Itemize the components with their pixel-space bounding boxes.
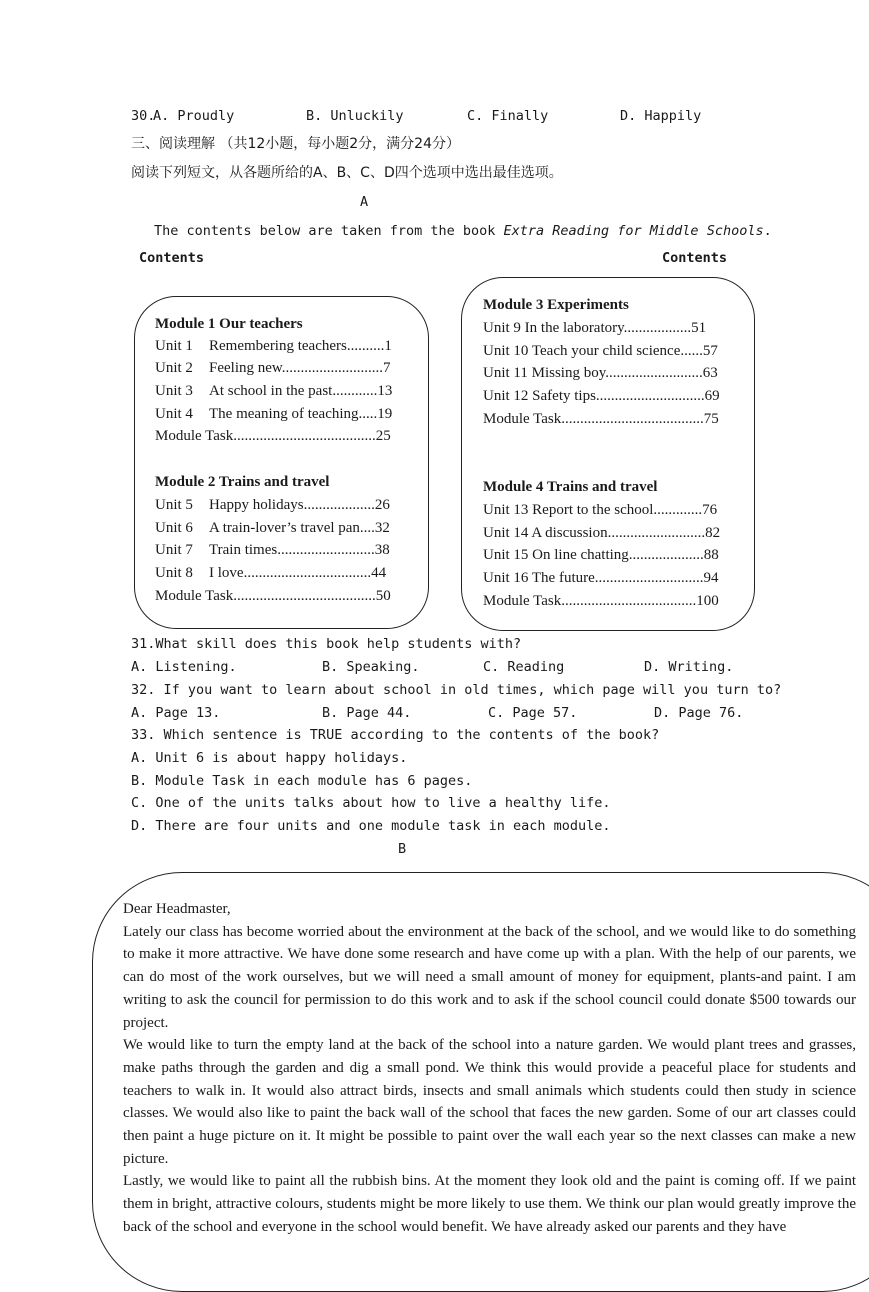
question-30-number: 30. [131,108,156,124]
unit-title: Happy holidays...................26 [209,497,390,513]
question-32-stem: 32. If you want to learn about school in old times, which page will you turn to? [131,682,782,698]
unit-title: A train-lover’s travel pan....32 [209,520,390,536]
question-33-option-a: A. Unit 6 is about happy holidays. [131,750,408,766]
unit-title: Remembering teachers..........1 [209,338,392,354]
letter-paragraph: Lastly, we would like to paint all the rubbish bins. At the moment they look old and the paint is coming off. If we paint them in bright, attractive colours, students might be more likely to use them. We think our plan would greatly improve the back of the school and everyone in the school would benefit. We have already asked our parents and they have [123,1173,856,1235]
unit-title: I love..................................44 [209,565,387,581]
unit-row [155,383,392,400]
passage-a-label: A [360,194,369,210]
unit-row [155,497,390,514]
question-31-option-a: A. Listening. [131,659,237,675]
module-4-title: Module 4 Trains and travel [483,479,658,495]
unit-title: Train times..........................38 [209,542,390,558]
unit-number: Unit 6 [155,520,193,536]
module-task-row: Module Task....................................100 [483,593,719,609]
instruction: 阅读下列短文，从各题所给的A、B、C、D四个选项中选出最佳选项。 [131,165,563,181]
unit-number: Unit 4 [155,406,193,422]
unit-row [155,542,390,559]
letter-paragraph: We would like to turn the empty land at the back of the school into a nature garden. We would plant trees and grasses, make paths through the garden and dig a small pond. We think this would provide a peaceful place for students and teachers to walk in. It would also attract birds, insects and small animals which students could then study in science classes. We would also like to paint the back wall of the school that faces the new garden. Some of our art classes could then paint a huge picture on it. It might be possible to paint over the wall each year so the next classes can make a new picture. [123,1037,856,1167]
question-32-option-a: A. Page 13. [131,705,221,721]
unit-row [155,360,391,377]
unit-row [155,406,392,423]
contents-box-left [134,296,429,629]
module-task-row: Module Task......................................25 [155,428,391,444]
unit-row [155,338,392,355]
unit-row: Unit 15 On line chatting....................88 [483,547,719,563]
unit-row: Unit 16 The future.............................94 [483,570,719,586]
unit-row: Unit 12 Safety tips.............................69 [483,388,720,404]
module-2-title: Module 2 Trains and travel [155,474,330,490]
question-31-option-d: D. Writing. [644,659,734,675]
letter-greeting: Dear Headmaster, [123,901,231,917]
question-33-option-b: B. Module Task in each module has 6 pages. [131,773,473,789]
question-31-stem: 31.What skill does this book help students with? [131,636,522,652]
question-30-option-a: A. Proudly [153,108,235,124]
unit-number: Unit 5 [155,497,193,513]
question-33-stem: 33. Which sentence is TRUE according to the contents of the book? [131,727,660,743]
contents-heading-right: Contents [662,250,728,266]
contents-heading-left: Contents [139,250,205,266]
question-33-option-d: D. There are four units and one module task in each module. [131,818,611,834]
module-1-title: Module 1 Our teachers [155,316,303,332]
unit-row: Unit 14 A discussion..........................82 [483,525,721,541]
book-title: Extra Reading for Middle Schools [503,223,764,239]
question-31-option-c: C. Reading [483,659,565,675]
question-30-option-d: D. Happily [620,108,702,124]
question-32-option-d: D. Page 76. [654,705,744,721]
intro-suffix: . [763,223,772,239]
unit-row: Unit 10 Teach your child science......57 [483,343,718,359]
unit-number: Unit 2 [155,360,193,376]
unit-row: Unit 13 Report to the school.............76 [483,502,718,518]
letter-body [123,898,856,1239]
unit-number: Unit 3 [155,383,193,399]
section-heading: 三、阅读理解 （共12小题，每小题2分，满分24分） [131,136,460,152]
question-30-option-b: B. Unluckily [306,108,404,124]
unit-title: At school in the past............13 [209,383,393,399]
unit-row: Unit 11 Missing boy..........................63 [483,365,718,381]
question-33-option-c: C. One of the units talks about how to live a healthy life. [131,795,611,811]
question-32-option-b: B. Page 44. [322,705,412,721]
intro-prefix: The contents below are taken from the book [154,223,504,239]
unit-number: Unit 7 [155,542,193,558]
module-3-title: Module 3 Experiments [483,297,629,313]
question-31-option-b: B. Speaking. [322,659,420,675]
unit-number: Unit 1 [155,338,193,354]
unit-title: Feeling new...........................7 [209,360,391,376]
question-30-option-c: C. Finally [467,108,549,124]
question-32-option-c: C. Page 57. [488,705,578,721]
unit-row: Unit 9 In the laboratory..................51 [483,320,707,336]
contents-box-right [461,277,755,631]
letter-paragraph: Lately our class has become worried about the environment at the back of the school, and we would like to do something to make it more attractive. We have done some research and have come up with a plan. With the help of our parents, we can do most of the work ourselves, but we will need a small amount of money for equipment, plants-and paint. I am writing to ask the council for permission to do this work and to ask if the school council could donate $500 towards our project. [123,923,856,1031]
unit-number: Unit 8 [155,565,193,581]
module-task-row: Module Task......................................75 [483,411,719,427]
unit-title: The meaning of teaching.....19 [209,406,393,422]
passage-a-intro [154,223,772,239]
unit-row [155,520,390,537]
unit-row [155,565,386,582]
module-task-row: Module Task......................................50 [155,588,391,604]
passage-b-label: B [398,841,407,857]
